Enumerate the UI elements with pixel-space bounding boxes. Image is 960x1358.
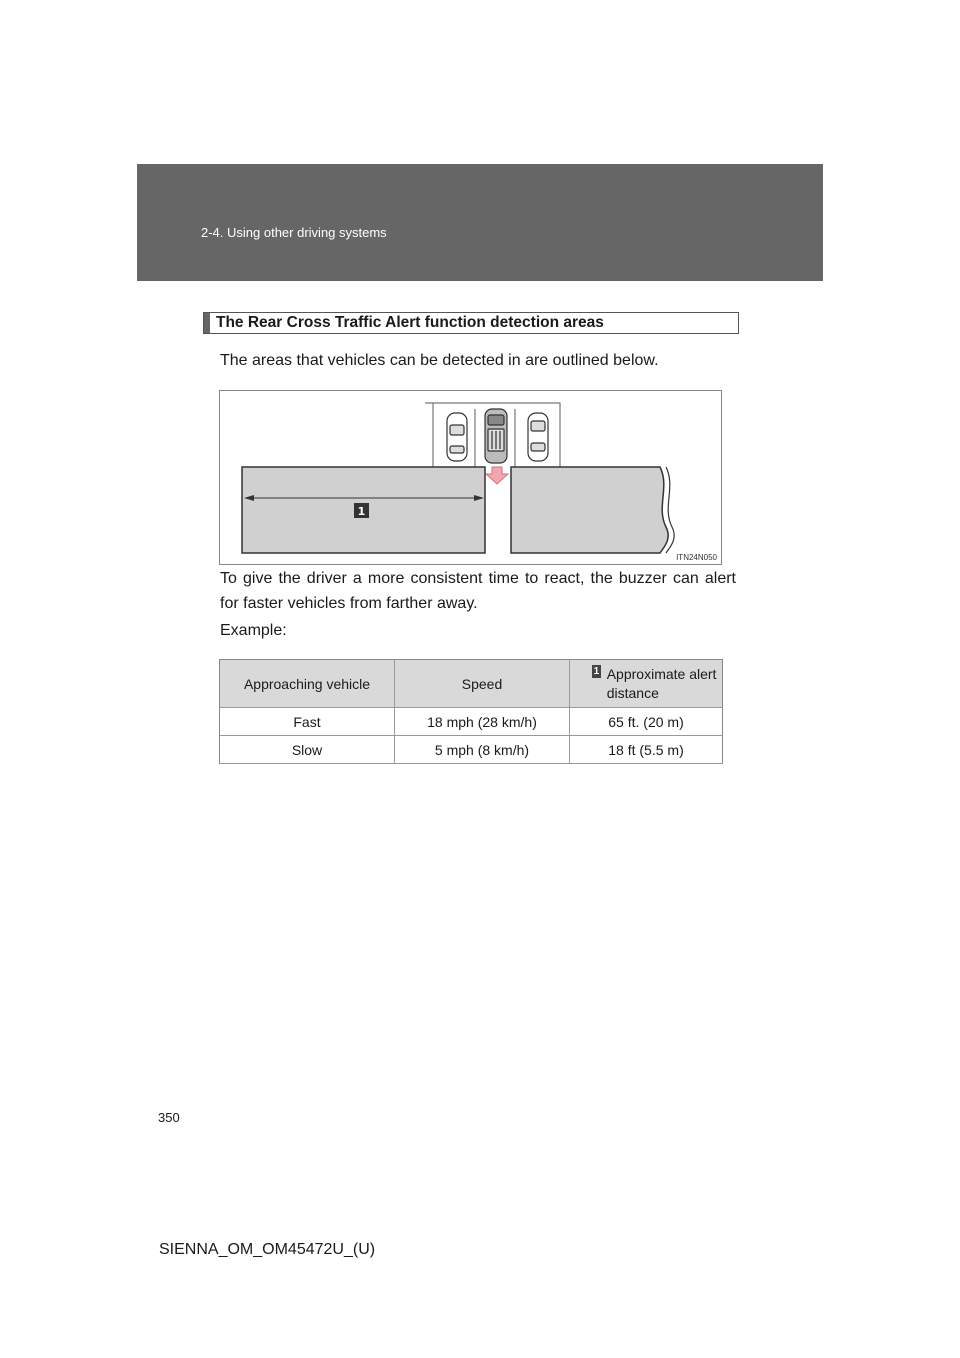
cell-speed: 5 mph (8 km/h)	[395, 736, 570, 764]
cell-vehicle: Fast	[220, 708, 395, 736]
detection-zone-right	[511, 467, 668, 553]
cell-distance: 65 ft. (20 m)	[570, 708, 723, 736]
parked-car-left	[447, 413, 467, 461]
table-header-row	[220, 660, 723, 708]
figure-code: ITN24N050	[676, 553, 717, 562]
col-header-speed: Speed	[395, 660, 570, 708]
example-label: Example:	[220, 622, 287, 639]
col-header-vehicle: Approaching vehicle	[220, 660, 395, 708]
header-band	[137, 164, 823, 281]
cell-distance: 18 ft (5.5 m)	[570, 736, 723, 764]
detection-area-figure	[219, 390, 722, 565]
alert-distance-table	[219, 659, 723, 764]
page-number: 350	[158, 1110, 180, 1125]
section-breadcrumb: 2-4. Using other driving systems	[201, 225, 387, 240]
reverse-arrow	[486, 467, 508, 484]
section-title: The Rear Cross Traffic Alert function detection areas	[203, 312, 739, 334]
number-badge-icon: 1	[593, 665, 600, 677]
parked-car-right	[528, 413, 548, 461]
table-row	[220, 708, 723, 736]
detection-area-diagram	[220, 391, 722, 565]
distance-label: 1	[357, 505, 366, 518]
explanation-paragraph: To give the driver a more consistent time to react, the buzzer can alert for faster vehicles from farther away.	[220, 570, 736, 612]
col-header-distance	[570, 660, 723, 708]
own-vehicle	[485, 409, 507, 463]
table-row	[220, 736, 723, 764]
cell-vehicle: Slow	[220, 736, 395, 764]
col-header-distance-label: Approximate alert distance	[606, 665, 717, 701]
cell-speed: 18 mph (28 km/h)	[395, 708, 570, 736]
footer-document-code: SIENNA_OM_OM45472U_(U)	[159, 1241, 376, 1258]
intro-text: The areas that vehicles can be detected in are outlined below.	[220, 352, 659, 369]
